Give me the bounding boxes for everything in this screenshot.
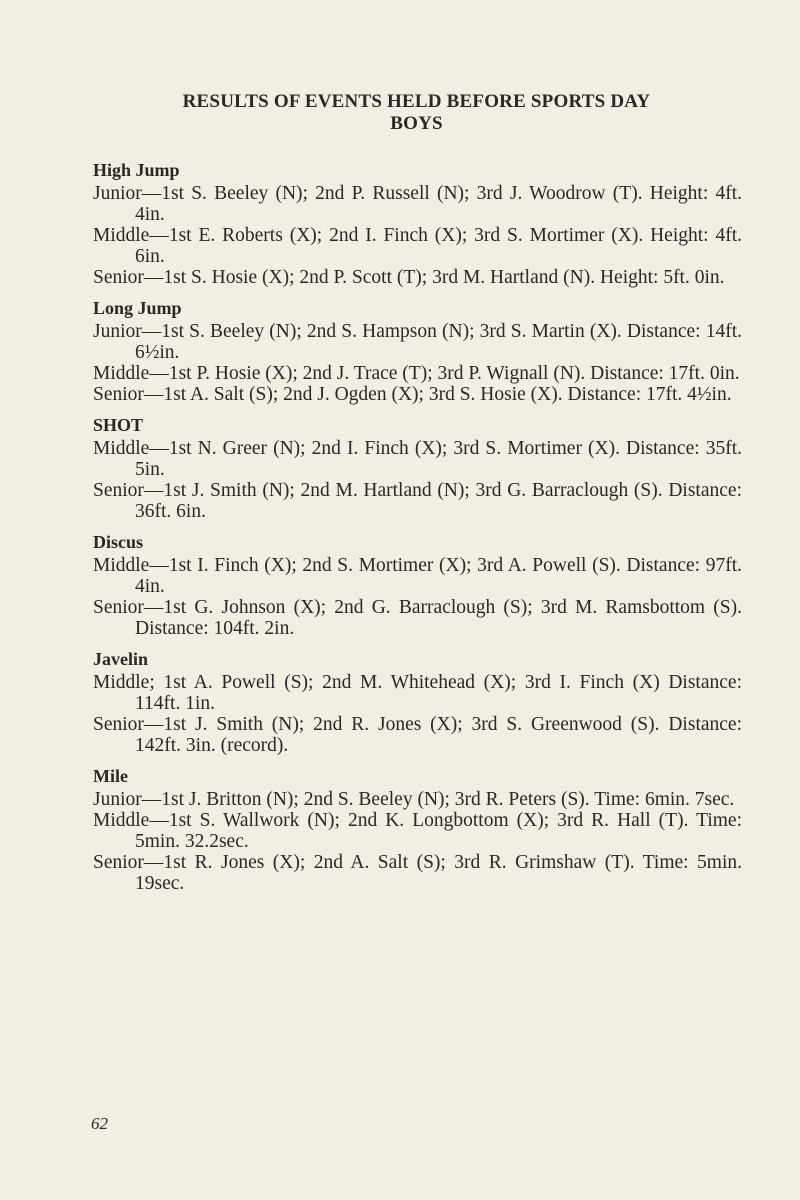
page-subtitle: BOYS (390, 113, 443, 134)
event-title: SHOT (93, 415, 144, 435)
event-section (93, 765, 742, 894)
event-title: High Jump (93, 160, 180, 180)
event-title: Mile (93, 766, 128, 786)
result-line: Senior—1st G. Johnson (X); 2nd G. Barraclough (S); 3rd M. Ramsbottom (S). Distance: 104ft. 2in. (93, 597, 742, 639)
result-line: Senior—1st J. Smith (N); 2nd R. Jones (X); 3rd S. Greenwood (S). Distance: 142ft. 3in. (record). (93, 714, 742, 756)
result-line: Junior—1st S. Beeley (N); 2nd S. Hampson (N); 3rd S. Martin (X). Distance: 14ft. 6½in. (93, 321, 742, 363)
result-line: Senior—1st R. Jones (X); 2nd A. Salt (S); 3rd R. Grimshaw (T). Time: 5min. 19sec. (93, 852, 742, 894)
result-line: Middle—1st S. Wallwork (N); 2nd K. Longbottom (X); 3rd R. Hall (T). Time: 5min. 32.2sec. (93, 810, 742, 852)
result-line: Middle—1st N. Greer (N); 2nd I. Finch (X); 3rd S. Mortimer (X). Distance: 35ft. 5in. (93, 438, 742, 480)
page-number: 62 (91, 1114, 108, 1133)
event-section (93, 531, 742, 639)
result-line: Junior—1st S. Beeley (N); 2nd P. Russell (N); 3rd J. Woodrow (T). Height: 4ft. 4in. (93, 183, 742, 225)
result-line: Senior—1st S. Hosie (X); 2nd P. Scott (T); 3rd M. Hartland (N). Height: 5ft. 0in. (93, 267, 725, 288)
event-section (93, 159, 742, 288)
result-line: Junior—1st J. Britton (N); 2nd S. Beeley (N); 3rd R. Peters (S). Time: 6min. 7sec. (93, 789, 735, 810)
event-title: Javelin (93, 649, 149, 669)
event-section (93, 648, 742, 756)
result-line: Middle—1st I. Finch (X); 2nd S. Mortimer (X); 3rd A. Powell (S). Distance: 97ft. 4in. (93, 555, 742, 597)
result-line: Middle—1st E. Roberts (X); 2nd I. Finch (X); 3rd S. Mortimer (X). Height: 4ft. 6in. (93, 225, 742, 267)
result-line: Senior—1st J. Smith (N); 2nd M. Hartland (N); 3rd G. Barraclough (S). Distance: 36ft. 6in. (93, 480, 742, 522)
event-section (93, 297, 742, 405)
event-title: Discus (93, 532, 144, 552)
result-line: Senior—1st A. Salt (S); 2nd J. Ogden (X); 3rd S. Hosie (X). Distance: 17ft. 4½in. (93, 384, 732, 405)
events-list (93, 159, 742, 903)
result-line: Middle; 1st A. Powell (S); 2nd M. Whitehead (X); 3rd I. Finch (X) Distance: 114ft. 1in. (93, 672, 742, 714)
event-section (93, 414, 742, 522)
result-line: Middle—1st P. Hosie (X); 2nd J. Trace (T); 3rd P. Wignall (N). Distance: 17ft. 0in. (93, 363, 740, 384)
page-title: RESULTS OF EVENTS HELD BEFORE SPORTS DAY (182, 91, 651, 112)
event-title: Long Jump (93, 298, 182, 318)
